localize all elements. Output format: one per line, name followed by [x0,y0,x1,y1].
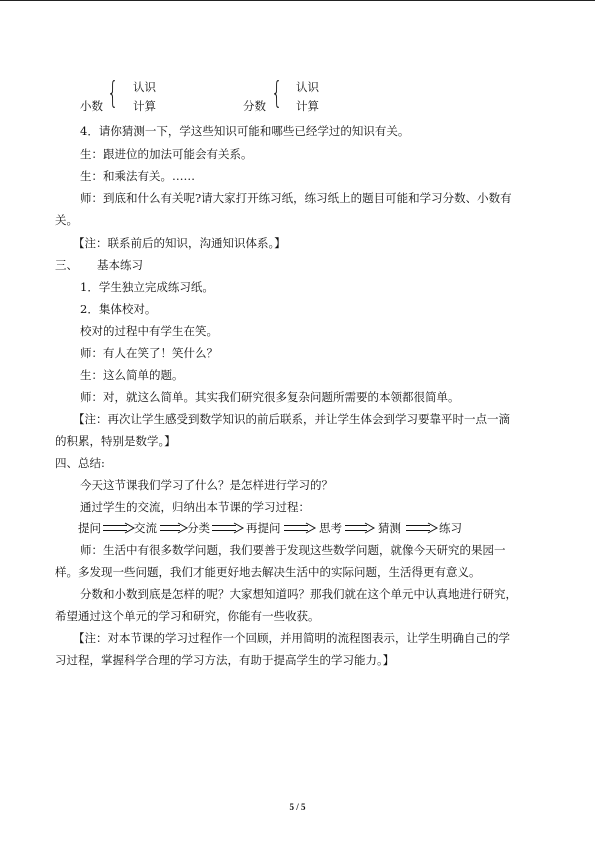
note: 【注：再次让学生感受到数学知识的前后联系，并让学生体会到学习要靠平时一点一滴 [73,412,510,426]
flow-step: 交流 [134,521,157,535]
double-arrow-icon [160,522,188,534]
paragraph: 师：生活中有很多数学问题，我们要善于发现这些数学问题，就像今天研究的果园一 [80,543,506,557]
tree-right-item2: 计算 [296,99,319,113]
paragraph: 师：有人在笑了！笑什么？ [80,346,218,360]
paragraph: 师：到底和什么有关呢?请大家打开练习纸，练习纸上的题目可能和学习分数、小数有 [80,191,512,205]
tree-left-item1: 认识 [133,80,156,94]
paragraph: 校对的过程中有学生在笑。 [80,324,218,338]
header-rule [0,0,595,1]
flow-step: 思考 [319,521,342,535]
paragraph: 今天这节课我们学习了什么？是怎样进行学习的？ [80,478,333,492]
section-title: 四、总结: [55,456,105,470]
note: 【注：联系前后的知识，沟通知识体系。】 [73,236,286,250]
paragraph: 生：跟进位的加法可能会有关系。 [80,147,253,161]
tree-left-root: 小数 [80,99,103,113]
paragraph: 关。 [55,213,78,227]
flow-step: 再提问 [246,521,281,535]
left-brace: { [107,76,119,111]
section-title: 基本练习 [97,258,143,272]
tree-right-root: 分数 [243,99,266,113]
paragraph: 分数和小数到底是怎样的呢？大家想知道吗？那我们就在这个单元中认真地进行研究， [80,587,517,601]
note: 习过程，掌握科学合理的学习方法，有助于提高学生的学习能力。】 [55,653,395,667]
paragraph: 生：和乘法有关。…… [80,169,195,183]
note: 【注：对本节课的学习过程作一个回顾，并用简明的流程图表示，让学生明确自己的学 [73,631,510,645]
paragraph: 希望通过这个单元的学习和研究，你能有一些收获。 [55,609,320,623]
note: 的积累，特别是数学。】 [55,434,176,448]
paragraph: 样。多发现一些问题，我们才能更好地去解决生活中的实际问题，生活得更有意义。 [55,565,481,579]
paragraph: 师：对，就这么简单。其实我们研究很多复杂问题所需要的本领都很简单。 [80,390,460,404]
tree-right-item1: 认识 [296,80,319,94]
right-brace: { [271,76,283,111]
paragraph: 2．集体校对。 [80,302,157,316]
paragraph: 生：这么简单的题。 [80,368,184,382]
flow-step: 提问 [78,521,101,535]
double-arrow-icon [103,522,135,534]
paragraph: 1．学生独立完成练习纸。 [80,280,214,294]
section-number: 三、 [55,258,78,272]
double-arrow-icon [345,522,375,534]
double-arrow-icon [212,522,244,534]
double-arrow-icon [284,522,316,534]
flow-step: 猜测 [378,521,401,535]
flow-step: 练习 [439,521,462,535]
tree-left-item2: 计算 [133,99,156,113]
page-number: 5 / 5 [289,802,306,812]
flow-step: 分类 [187,521,210,535]
double-arrow-icon [406,522,438,534]
paragraph: 通过学生的交流，归纳出本节课的学习过程： [80,500,310,514]
paragraph: 4．请你猜测一下，学这些知识可能和哪些已经学过的知识有关。 [80,124,410,138]
